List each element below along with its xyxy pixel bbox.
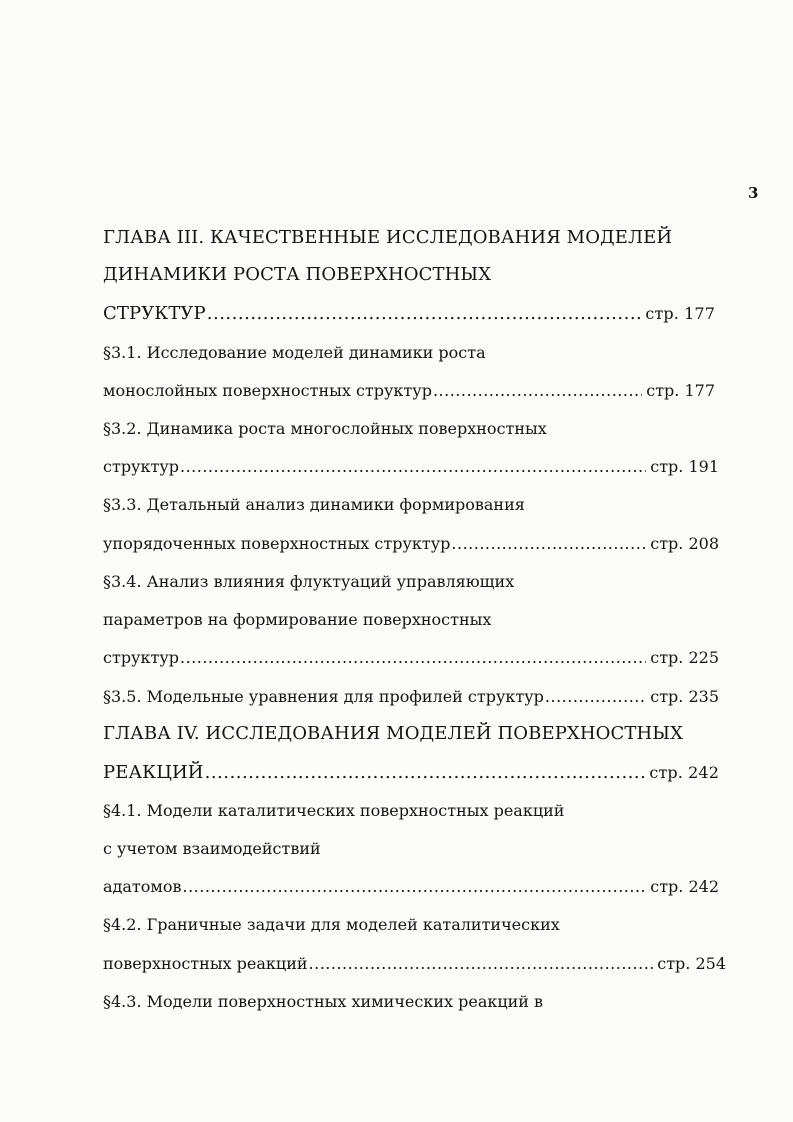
toc-page: стр. 208	[650, 534, 719, 553]
section-heading	[103, 912, 560, 938]
section-heading	[103, 798, 564, 824]
section-heading	[103, 989, 543, 1015]
section-heading	[103, 416, 547, 442]
toc-text: §3.4. Анализ влияния флуктуаций управляющих	[103, 572, 515, 591]
dot-leader	[451, 531, 646, 557]
toc-entry	[103, 760, 719, 786]
toc-text: структур	[103, 648, 179, 667]
chapter-heading	[103, 225, 672, 251]
section-heading	[103, 340, 486, 366]
dot-leader	[205, 760, 646, 786]
toc-text: с учетом взаимодействий	[103, 839, 321, 858]
chapter-heading	[103, 262, 491, 288]
dot-leader	[433, 378, 642, 404]
chapter-heading	[103, 721, 683, 747]
toc-text: структур	[103, 457, 179, 476]
toc-text: СТРУКТУР	[103, 303, 206, 324]
toc-text: §4.3. Модели поверхностных химических реакций в	[103, 992, 544, 1011]
toc-text: §3.3. Детальный анализ динамики формирования	[103, 495, 525, 514]
toc-text: ДИНАМИКИ РОСТА ПОВЕРХНОСТНЫХ	[103, 264, 492, 285]
toc-text: монослойных поверхностных структур	[103, 381, 432, 400]
toc-text: РЕАКЦИЙ	[103, 762, 204, 783]
toc-text: упорядоченных поверхностных структур	[103, 534, 451, 553]
toc-page: стр. 254	[657, 954, 726, 973]
dot-leader	[545, 684, 646, 710]
section-heading	[103, 569, 514, 595]
toc-text: ГЛАВА III. КАЧЕСТВЕННЫЕ ИССЛЕДОВАНИЯ МОДЕЛЕЙ	[103, 227, 673, 248]
toc-text: адатомов	[103, 877, 182, 896]
toc-text: поверхностных реакций	[103, 954, 308, 973]
toc-text: параметров на формирование поверхностных	[103, 610, 492, 629]
toc-page: стр. 177	[646, 381, 715, 400]
toc-entry	[103, 378, 715, 404]
dot-leader	[309, 951, 654, 977]
toc-entry	[103, 454, 719, 480]
toc-text: §4.1. Модели каталитических поверхностных реакций	[103, 801, 565, 820]
toc-entry	[103, 951, 726, 977]
dot-leader	[207, 301, 642, 327]
toc-entry	[103, 874, 719, 900]
section-heading	[103, 836, 321, 862]
toc-entry	[103, 684, 719, 710]
toc-page: стр. 235	[650, 687, 719, 706]
section-heading	[103, 607, 491, 633]
toc-text: §3.2. Динамика роста многослойных поверхностных	[103, 419, 547, 438]
dot-leader	[183, 874, 647, 900]
dot-leader	[180, 454, 646, 480]
dot-leader	[180, 645, 646, 671]
toc-entry	[103, 645, 719, 671]
section-heading	[103, 492, 525, 518]
toc-page: стр. 177	[645, 304, 715, 323]
toc-entry	[103, 301, 715, 327]
toc-text: §3.1. Исследование моделей динамики роста	[103, 343, 486, 362]
page-number: 3	[748, 184, 759, 202]
toc-text: §3.5. Модельные уравнения для профилей структур	[103, 687, 544, 706]
toc-page: стр. 225	[650, 648, 719, 667]
toc-page: стр. 191	[650, 457, 719, 476]
toc-page: стр. 242	[650, 877, 719, 896]
toc-page: стр. 242	[649, 763, 719, 782]
toc-text: §4.2. Граничные задачи для моделей каталитических	[103, 915, 560, 934]
toc-entry	[103, 531, 719, 557]
toc-text: ГЛАВА IV. ИССЛЕДОВАНИЯ МОДЕЛЕЙ ПОВЕРХНОСТНЫХ	[103, 723, 684, 744]
